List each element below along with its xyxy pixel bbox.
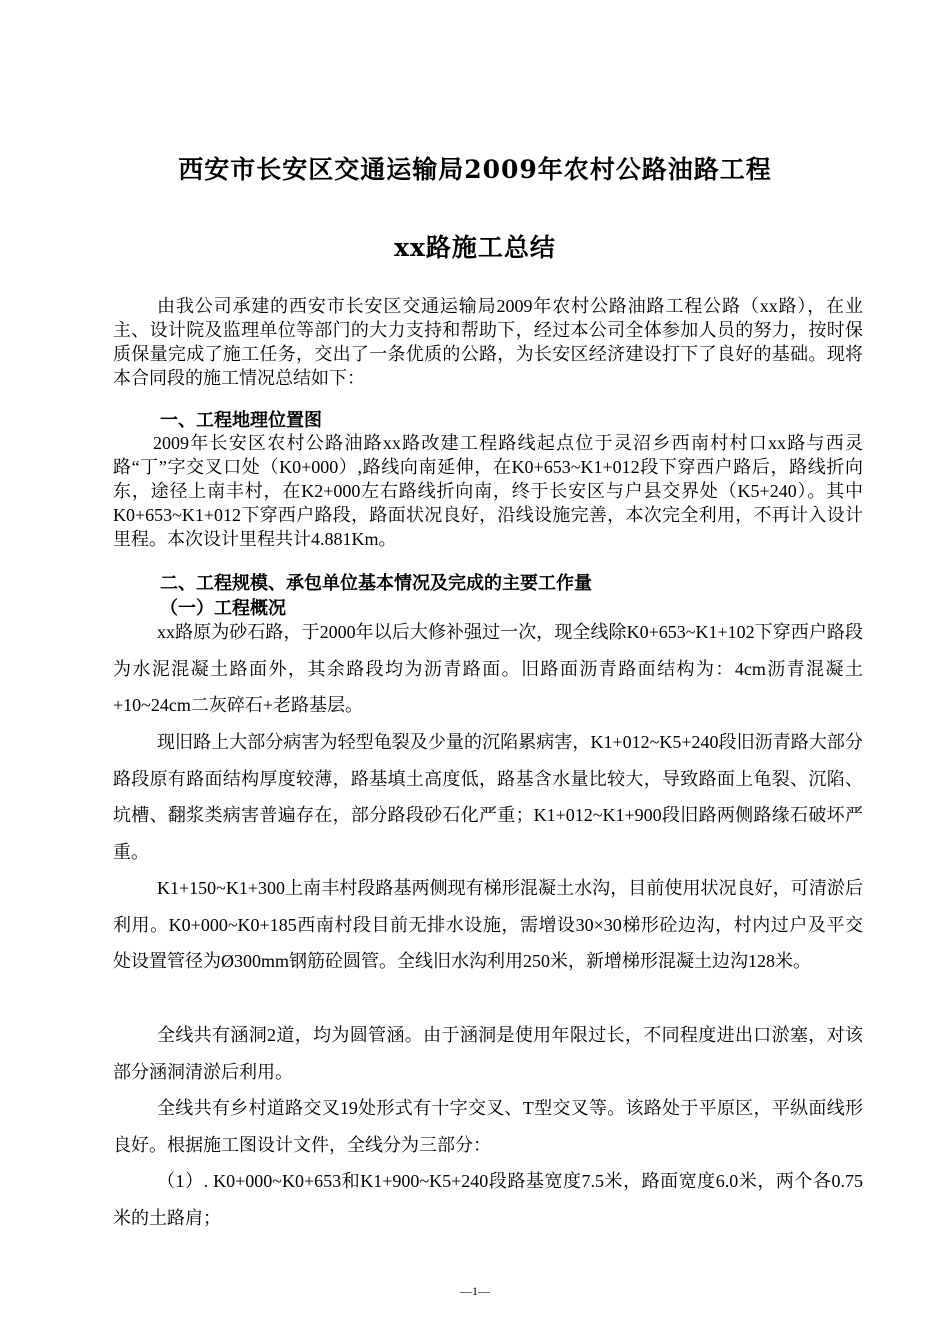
paragraph-defects: 现旧路上大部分病害为轻型龟裂及少量的沉陷累病害，K1+012~K5+240段旧沥青路大部分路段原有路面结构厚度较薄，路基填土高度低，路基含水量比较大，导致路面上龟裂、沉陷、坑槽、翻浆类病害普遍存在，部分路段砂石化严重；K1+012~K1+900段旧路两侧路缘石破坏严重。 — [113, 732, 863, 862]
paragraph-section-widths: （1）. K0+000~K0+653和K1+900~K5+240段路基宽度7.5米，路面宽度6.0米，两个各0.75米的土路肩； — [113, 1171, 863, 1228]
section1-heading: 一、工程地理位置图 — [160, 410, 322, 431]
section2-subheading: （一）工程概况 — [160, 598, 286, 619]
document-title-line2: xx路施工总结 — [394, 233, 556, 262]
paragraph-drainage: K1+150~K1+300上南丰村段路基两侧现有梯形混凝土水沟，目前使用状况良好，可清淤后利用。K0+000~K0+185西南村段目前无排水设施，需增设30×30梯形砼边沟，村内过户及平交处设置管径为Ø300mm钢筋砼圆管。全线旧水沟利用250米，新增梯形混凝土边沟128米。 — [113, 878, 863, 971]
section1-body: 2009年长安区农村公路油路xx路改建工程路线起点位于灵沼乡西南村村口xx路与西灵路“丁”字交叉口处（K0+000）,路线向南延伸，在K0+653~K1+012段下穿西户路后，路线折向东，途径上南丰村，在K2+000左右路线折向南，终于长安区与户县交界处（K5+240）。其中K0+653~K1+012下穿西户路段，路面状况良好，沿线设施完善，本次完全利用，不再计入设计里程。本次设计里程共计4.881Km。 — [113, 433, 863, 549]
page-number: —1— — [460, 1284, 490, 1298]
section2-heading: 二、工程规模、承包单位基本情况及完成的主要工作量 — [160, 573, 592, 594]
paragraph-culverts: 全线共有涵洞2道，均为圆管涵。由于涵洞是使用年限过长，不同程度进出口淤塞，对该部分涵洞清淤后利用。 — [113, 1025, 863, 1082]
document-title-line1: 西安市长安区交通运输局2009年农村公路油路工程 — [178, 155, 772, 184]
paragraph-overview: xx路原为砂石路，于2000年以后大修补强过一次，现全线除K0+653~K1+102下穿西户路段为水泥混凝土路面外，其余路段均为沥青路面。旧路面沥青路面结构为：4cm沥青混凝土+10~24cm二灰碎石+老路基层。 — [113, 622, 863, 715]
paragraph-crossings: 全线共有乡村道路交叉19处形式有十字交叉、T型交叉等。该路处于平原区，平纵面线形良好。根据施工图设计文件，全线分为三部分： — [113, 1098, 863, 1155]
intro-paragraph: 由我公司承建的西安市长安区交通运输局2009年农村公路油路工程公路（xx路），在业主、设计院及监理单位等部门的大力支持和帮助下，经过本公司全体参加人员的努力，按时保质保量完成了施工任务，交出了一条优质的公路，为长安区经济建设打下了良好的基础。现将本合同段的施工情况总结如下： — [113, 296, 863, 388]
